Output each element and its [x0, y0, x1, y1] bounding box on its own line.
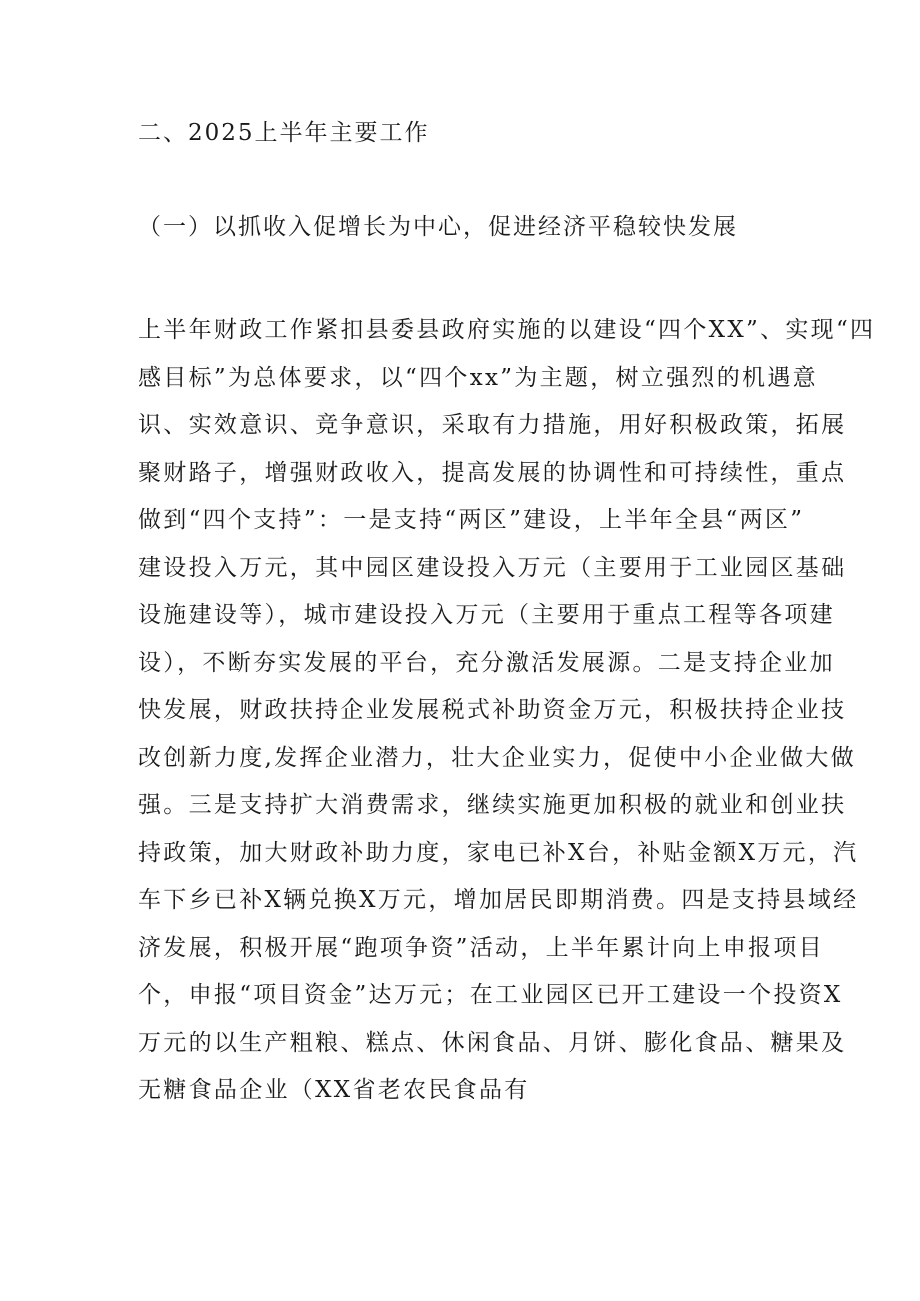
paragraph-line: 建设投入万元，其中园区建设投入万元（主要用于工业园区基础: [138, 554, 847, 581]
subsection-heading: （一）以抓收入促增长为中心，促进经济平稳较快发展: [138, 214, 738, 240]
paragraph-line: 快发展，财政扶持企业发展税式补助资金万元，积极扶持企业技: [138, 697, 847, 723]
paragraph-line: 上半年财政工作紧扣县委县政府实施的以建设“四个XX”、实现“四: [138, 317, 876, 343]
paragraph-line: 万元的以生产粗粮、糕点、休闲食品、月饼、膨化食品、糖果及: [138, 1029, 847, 1056]
paragraph-line: 无糖食品企业（XX省老农民食品有: [138, 1077, 530, 1103]
paragraph-line: 设施建设等），城市建设投入万元（主要用于重点工程等各项建: [138, 602, 835, 628]
paragraph-line: 感目标”为总体要求，以“四个xx”为主题，树立强烈的机遇意: [138, 364, 818, 391]
section-heading: 二、2025上半年主要工作: [138, 120, 430, 146]
paragraph-line: 聚财路子，增强财政收入，提高发展的协调性和可持续性，重点: [138, 459, 847, 486]
paragraph-line: 识、实效意识、竞争意识，采取有力措施，用好积极政策，拓展: [138, 412, 847, 438]
paragraph-line: 持政策，加大财政补助力度，家电已补X台，补贴金额X万元，汽: [138, 839, 859, 866]
paragraph-line: 车下乡已补X辆兑换X万元，增加居民即期消费。四是支持县域经: [138, 887, 859, 913]
paragraph-line: 做到“四个支持”：一是支持“两区”建设，上半年全县“两区”: [138, 507, 805, 533]
body-paragraph: [138, 307, 876, 1115]
paragraph-line: 改创新力度,发挥企业潜力，壮大企业实力，促使中小企业做大做: [138, 744, 857, 771]
paragraph-line: 济发展，积极开展“跑项争资”活动，上半年累计向上申报项目: [138, 934, 824, 961]
paragraph-line: 个，申报“项目资金”达万元；在工业园区已开工建设一个投资X: [138, 982, 843, 1008]
paragraph-line: 强。三是支持扩大消费需求，继续实施更加积极的就业和创业扶: [138, 792, 847, 818]
paragraph-line: 设），不断夯实发展的平台，充分激活发展源。二是支持企业加: [138, 649, 835, 676]
